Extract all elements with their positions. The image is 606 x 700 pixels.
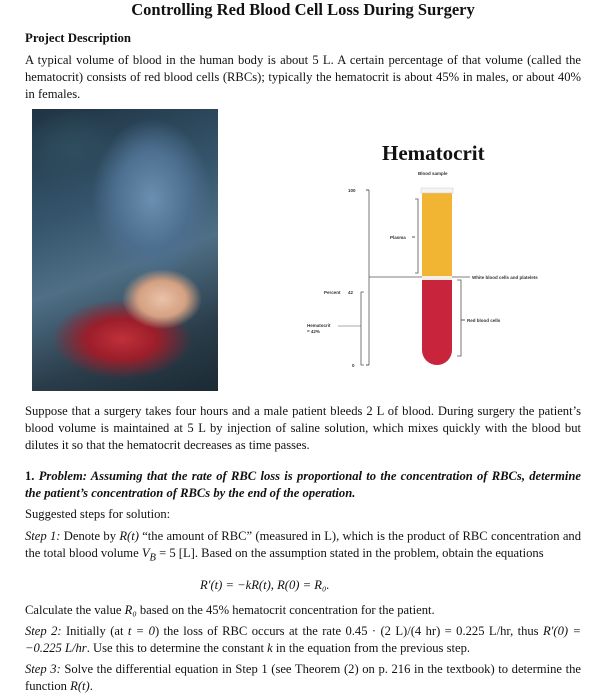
text: ) the loss of RBC occurs at the rate bbox=[154, 624, 346, 638]
math: 0.45 · (2 L)/(4 hr) = 0.225 L/hr bbox=[345, 624, 511, 638]
text: based on the 45% hematocrit concentration for the patient. bbox=[136, 603, 435, 617]
text: = 5 [L]. Based on the assumption stated in the problem, obtain the equations bbox=[155, 546, 544, 560]
problem-statement bbox=[25, 468, 581, 502]
text: Solve the differential equation in Step 1 (see Theorem (2) on p. 216 in the textbook) to determine the function bbox=[25, 662, 581, 693]
intro-paragraph: A typical volume of blood in the human body is about 5 L. A certain percentage of that volume (called the hematocrit) consists of red blood cells (RBCs); typically the hematocrit is about 45% in males, or about 40% in females. bbox=[25, 53, 581, 101]
step-label: Step 2: bbox=[25, 624, 62, 638]
blood-sample-label: Blood sample bbox=[418, 171, 448, 176]
calculate-r0 bbox=[25, 602, 581, 619]
math: R₀ bbox=[124, 603, 137, 617]
plasma-label: Plasma bbox=[390, 235, 406, 240]
tick-0: 0 bbox=[352, 363, 355, 368]
percent-label: Percent bbox=[324, 290, 341, 295]
hematocrit-value: = 42% bbox=[307, 329, 320, 334]
hematocrit-label: Hematocrit bbox=[307, 323, 331, 328]
section-heading: Project Description bbox=[25, 31, 132, 45]
figure-title: Hematocrit bbox=[382, 141, 485, 165]
step-label: Step 1: bbox=[25, 529, 61, 543]
text: Calculate the value bbox=[25, 603, 125, 617]
rbc-label: Red blood cells bbox=[467, 318, 501, 323]
step-3 bbox=[25, 661, 581, 695]
problem-number: 1. bbox=[25, 469, 35, 483]
step-2 bbox=[25, 623, 581, 657]
problem-text: Problem: Assuming that the rate of RBC loss is proportional to the concentration of RBCs, determine the patient’s concentration of RBCs by the end of the operation. bbox=[25, 469, 581, 500]
math: k bbox=[267, 641, 273, 655]
math: R(t) bbox=[70, 679, 90, 693]
math: R′(0) = −0.225 L/hr bbox=[25, 624, 581, 655]
text: , thus bbox=[510, 624, 543, 638]
math: t = 0 bbox=[127, 624, 155, 638]
math: R(t) bbox=[119, 529, 139, 543]
page-title: Controlling Red Blood Cell Loss During Surgery bbox=[131, 0, 475, 19]
text: Initially (at bbox=[61, 624, 128, 638]
equation: R′(t) = −kR(t), R(0) = R₀. bbox=[200, 578, 330, 592]
text: Denote by bbox=[60, 529, 120, 543]
suggested-steps-label: Suggested steps for solution: bbox=[25, 507, 171, 521]
math: B bbox=[149, 552, 156, 564]
step-label: Step 3: bbox=[25, 662, 61, 676]
surgery-photo bbox=[32, 109, 218, 391]
hematocrit-diagram bbox=[300, 130, 550, 390]
math: V bbox=[141, 546, 150, 560]
text: “the amount of RBC” (measured in L), which is the product of RBC concentration and the total blood volume bbox=[25, 529, 582, 560]
text: . bbox=[89, 679, 93, 693]
text: . Use this to determine the constant bbox=[86, 641, 268, 655]
text: in the equation from the previous step. bbox=[272, 641, 471, 655]
percent-value: 42 bbox=[348, 290, 354, 295]
scenario-paragraph: Suppose that a surgery takes four hours and a male patient bleeds 2 L of blood. During surgery the patient’s blood volume is maintained at 5 L by injection of saline solution, which mixes quickly with the blood but dilutes it so that the hematocrit decreases as time passes. bbox=[25, 404, 581, 452]
step-1 bbox=[25, 528, 581, 567]
wbc-label: White blood cells and platelets bbox=[472, 275, 538, 280]
tick-100: 100 bbox=[348, 188, 356, 193]
